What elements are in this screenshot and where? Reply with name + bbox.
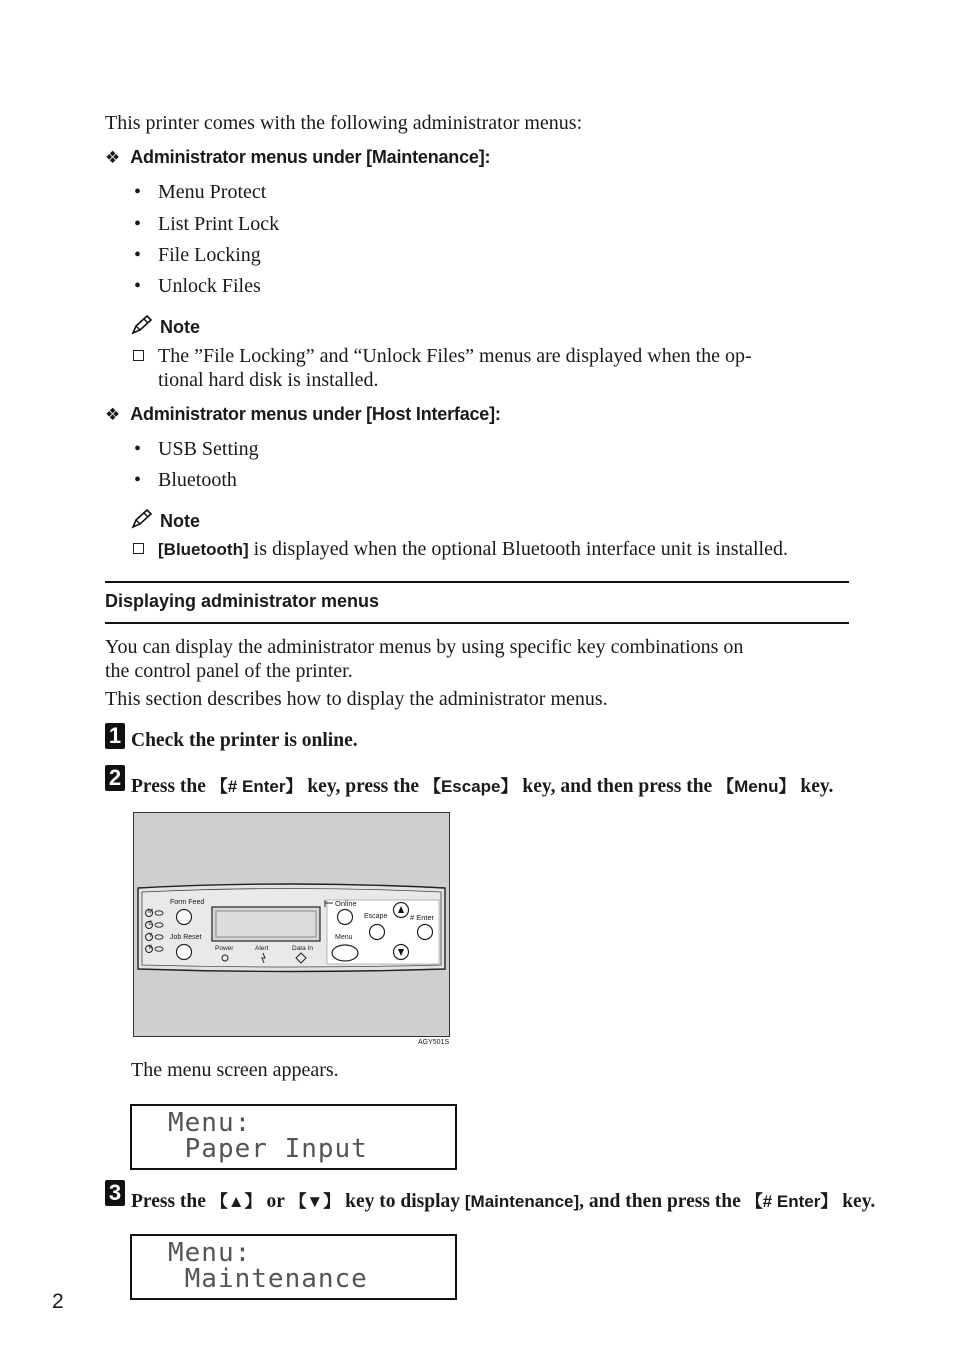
- paragraph-line1: You can display the administrator menus by using specific key combinations on: [105, 636, 744, 658]
- bullet-icon: •: [134, 213, 142, 235]
- panel-label-escape: Escape: [364, 913, 388, 920]
- step-text-part: key.: [795, 776, 834, 797]
- lcd-display: [130, 1234, 457, 1300]
- key-menu: 【Menu】: [717, 777, 796, 796]
- menu-appears-text: The menu screen appears.: [131, 1059, 339, 1081]
- divider: [105, 622, 849, 624]
- step-text-part: , and then press the: [579, 1191, 746, 1212]
- step-text-part: Press the: [131, 1191, 211, 1212]
- toner-label-k: K: [148, 945, 153, 951]
- bullet-icon: •: [134, 244, 142, 266]
- step-number: 1: [105, 723, 125, 749]
- note-text-line1: The ”File Locking” and “Unlock Files” menus are displayed when the op-: [158, 345, 752, 367]
- checkbox-icon: [133, 350, 144, 361]
- control-panel-drawing: [133, 812, 450, 1037]
- menu-maintenance: [Maintenance]: [464, 1192, 580, 1211]
- section-heading-maintenance: [105, 147, 490, 168]
- list-item: Menu Protect: [158, 181, 267, 203]
- panel-label-power: Power: [215, 945, 234, 952]
- step-text-part: key.: [837, 1191, 876, 1212]
- divider: [105, 581, 849, 583]
- bullet-icon: •: [134, 469, 142, 491]
- intro-text: This printer comes with the following administrator menus:: [105, 112, 583, 134]
- panel-label-menu: Menu: [335, 934, 353, 941]
- bullet-icon: •: [134, 275, 142, 297]
- toner-label-c: C: [148, 921, 153, 927]
- page-number: 2: [52, 1290, 64, 1313]
- lcd-line-2: Paper Input: [168, 1134, 368, 1164]
- note-header: [130, 314, 200, 338]
- subsection-title: Displaying administrator menus: [105, 591, 380, 611]
- list-item: USB Setting: [158, 438, 259, 460]
- step-3-text: [131, 1187, 875, 1213]
- panel-label-data-in: Data In: [292, 945, 313, 952]
- note-key: [Bluetooth]: [158, 540, 249, 559]
- bullet-icon: •: [134, 438, 142, 460]
- note-label: Note: [160, 511, 200, 531]
- step-1-text: Check the printer is online.: [131, 730, 358, 751]
- note-text-line2: tional hard disk is installed.: [158, 369, 379, 391]
- step-number: 2: [105, 765, 125, 791]
- figure-code: AGY501S: [418, 1039, 450, 1046]
- lcd-display: [130, 1104, 457, 1170]
- step-text-part: key, and then press the: [517, 776, 718, 797]
- heading-key: [Host Interface]:: [366, 404, 501, 424]
- list-item: List Print Lock: [158, 213, 280, 235]
- diamond-bullet-icon: ❖: [105, 148, 121, 167]
- key-enter: 【# Enter】: [745, 1192, 838, 1211]
- panel-label-alert: Alert: [255, 945, 269, 952]
- pencil-icon: [130, 508, 154, 530]
- heading-key: [Maintenance]:: [366, 147, 491, 167]
- key-up: 【▲】: [210, 1192, 262, 1211]
- lcd-line-1: Menu:: [168, 1108, 252, 1138]
- step-text-part: key to display: [340, 1191, 465, 1212]
- note-label: Note: [160, 317, 200, 337]
- section-heading-host-interface: [105, 404, 501, 425]
- list-item: Unlock Files: [158, 275, 261, 297]
- diamond-bullet-icon: ❖: [105, 405, 121, 424]
- heading-prefix: Administrator menus under: [130, 147, 367, 167]
- note-text: [158, 537, 788, 562]
- panel-label-enter: # Enter: [410, 913, 435, 922]
- step-text-part: or: [261, 1191, 290, 1212]
- step-text-part: key, press the: [302, 776, 424, 797]
- panel-label-form-feed: Form Feed: [170, 899, 205, 906]
- step-2-text: [131, 772, 833, 798]
- toner-label-y: Y: [148, 933, 153, 939]
- paragraph-line2: the control panel of the printer.: [105, 660, 353, 682]
- key-enter: 【# Enter】: [210, 777, 303, 796]
- toner-label-m: M: [148, 909, 153, 915]
- lcd-line-2: Maintenance: [168, 1264, 368, 1294]
- key-down: 【▼】: [289, 1192, 341, 1211]
- heading-prefix: Administrator menus under: [130, 404, 367, 424]
- note-rest: is displayed when the optional Bluetooth interface unit is installed.: [248, 538, 788, 560]
- bullet-icon: •: [134, 181, 142, 203]
- control-panel-figure: [133, 812, 450, 1037]
- paragraph-2: This section describes how to display the administrator menus.: [105, 688, 608, 710]
- pencil-icon: [130, 314, 154, 336]
- step-text-part: Press the: [131, 776, 211, 797]
- lcd-line-1: Menu:: [168, 1238, 252, 1268]
- panel-label-online: Online: [335, 899, 357, 908]
- key-escape: 【Escape】: [423, 777, 518, 796]
- note-header: [130, 508, 200, 532]
- panel-label-job-reset: Job Reset: [170, 934, 202, 941]
- list-item: Bluetooth: [158, 469, 237, 491]
- step-number: 3: [105, 1180, 125, 1206]
- checkbox-icon: [133, 543, 144, 554]
- list-item: File Locking: [158, 244, 261, 266]
